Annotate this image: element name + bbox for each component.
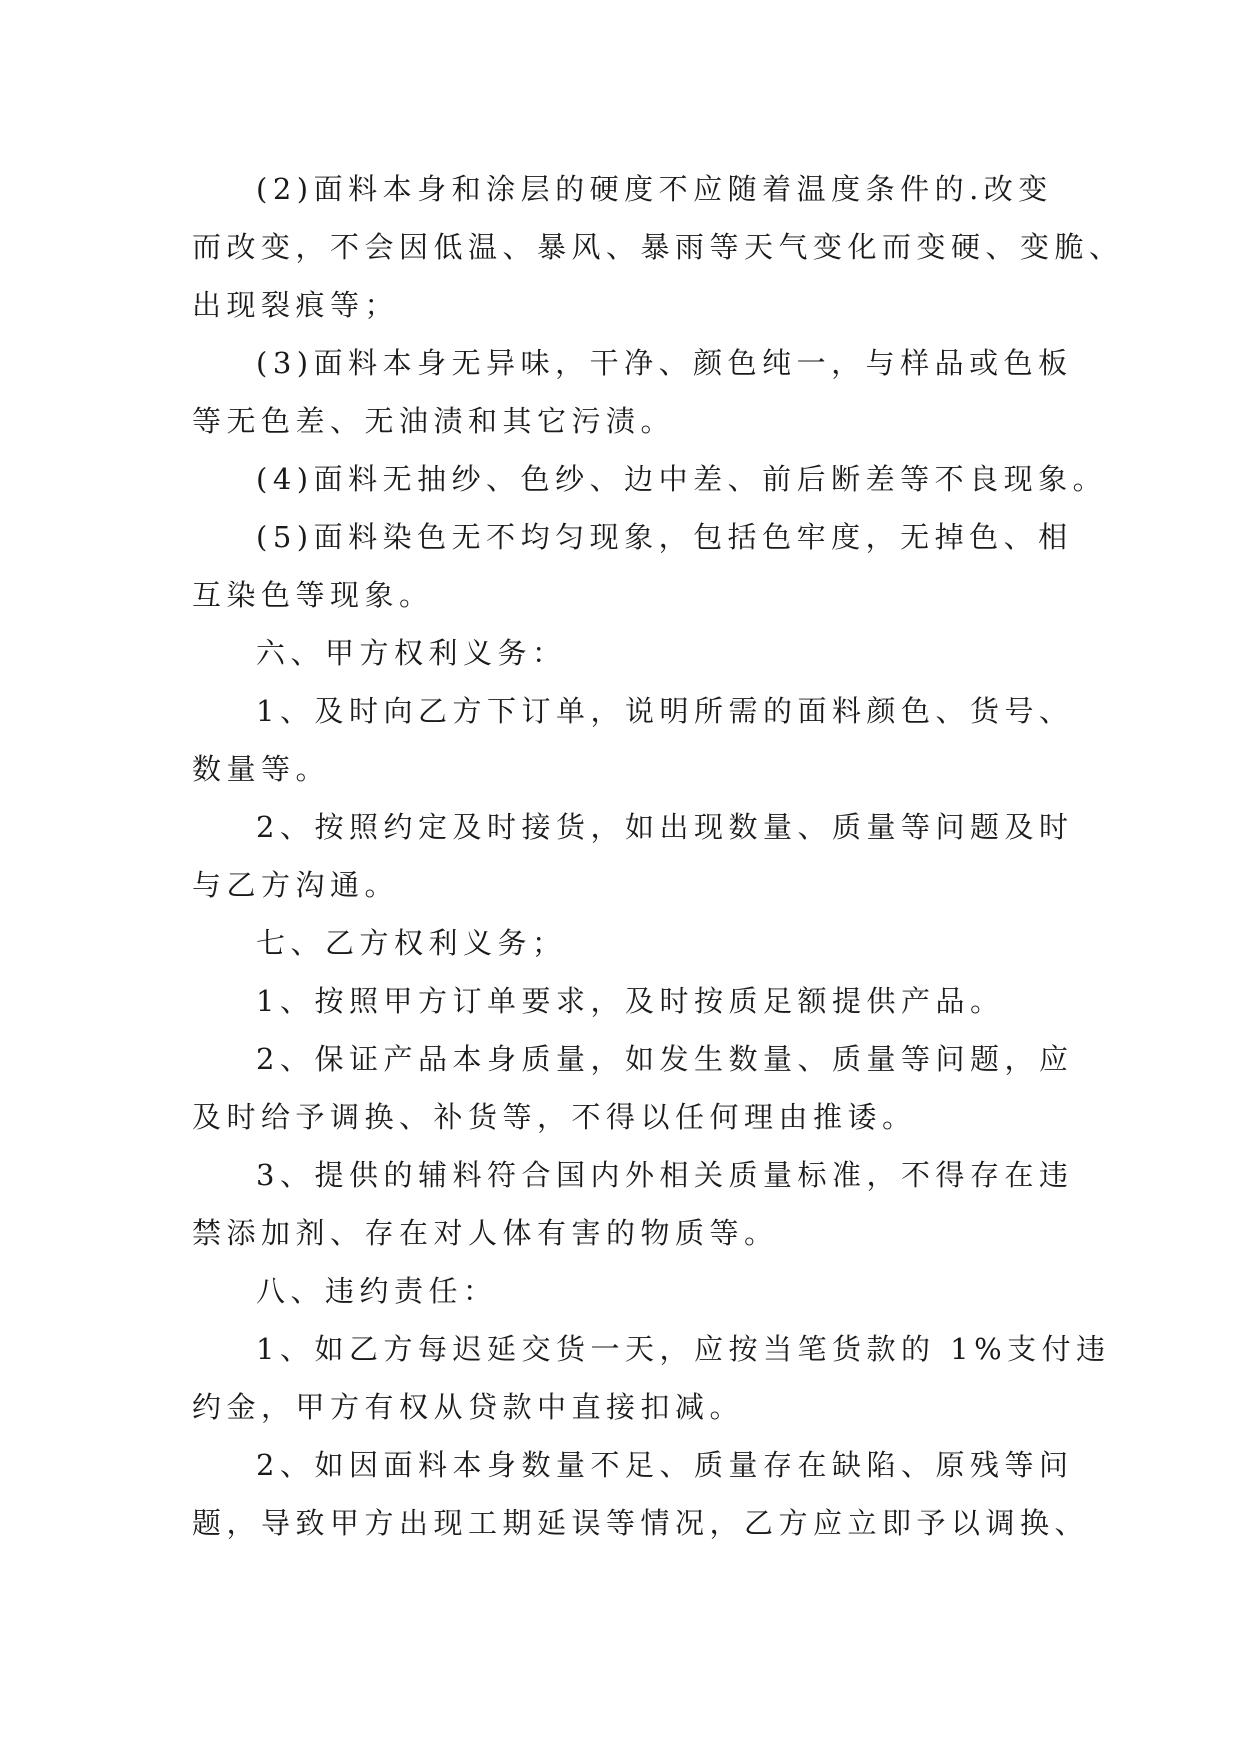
text-line: 与乙方沟通。: [192, 868, 400, 902]
text-line: (4)面料无抽纱、色纱、边中差、前后断差等不良现象。: [256, 462, 1108, 496]
text-line: (3)面料本身无异味，干净、颜色纯一，与样品或色板: [256, 346, 1073, 380]
document-body: [192, 160, 1124, 1552]
text-line: 2、保证产品本身质量，如发生数量、质量等问题，应: [256, 1042, 1074, 1076]
text-line: 而改变，不会因低温、暴风、暴雨等天气变化而变硬、变脆、: [192, 230, 1124, 264]
text-line: 1、按照甲方订单要求，及时按质足额提供产品。: [256, 984, 1005, 1018]
text-line: 题，导致甲方出现工期延误等情况，乙方应立即予以调换、: [192, 1506, 1090, 1540]
text-line: 约金，甲方有权从贷款中直接扣减。: [192, 1390, 745, 1424]
text-line: 数量等。: [192, 752, 331, 786]
text-line: 出现裂痕等；: [192, 288, 400, 322]
text-line: 1、如乙方每迟延交货一天，应按当笔货款的 1%支付违: [256, 1332, 1111, 1366]
text-line: 2、如因面料本身数量不足、质量存在缺陷、原残等问: [256, 1448, 1074, 1482]
text-line: (2)面料本身和涂层的硬度不应随着温度条件的.改变: [256, 172, 1053, 206]
text-line: 禁添加剂、存在对人体有害的物质等。: [192, 1216, 779, 1250]
text-line: 等无色差、无油渍和其它污渍。: [192, 404, 676, 438]
section-heading: 六、甲方权利义务：: [256, 636, 567, 670]
text-line: (5)面料染色无不均匀现象，包括色牢度，无掉色、相: [256, 520, 1073, 554]
section-heading: 八、违约责任：: [256, 1274, 498, 1308]
text-line: 2、按照约定及时接货，如出现数量、质量等问题及时: [256, 810, 1074, 844]
text-line: 3、提供的辅料符合国内外相关质量标准，不得存在违: [256, 1158, 1074, 1192]
text-line: 及时给予调换、补货等，不得以任何理由推诿。: [192, 1100, 917, 1134]
section-heading: 七、乙方权利义务；: [256, 926, 567, 960]
text-line: 互染色等现象。: [192, 578, 434, 612]
text-line: 1、及时向乙方下订单，说明所需的面料颜色、货号、: [256, 694, 1074, 728]
